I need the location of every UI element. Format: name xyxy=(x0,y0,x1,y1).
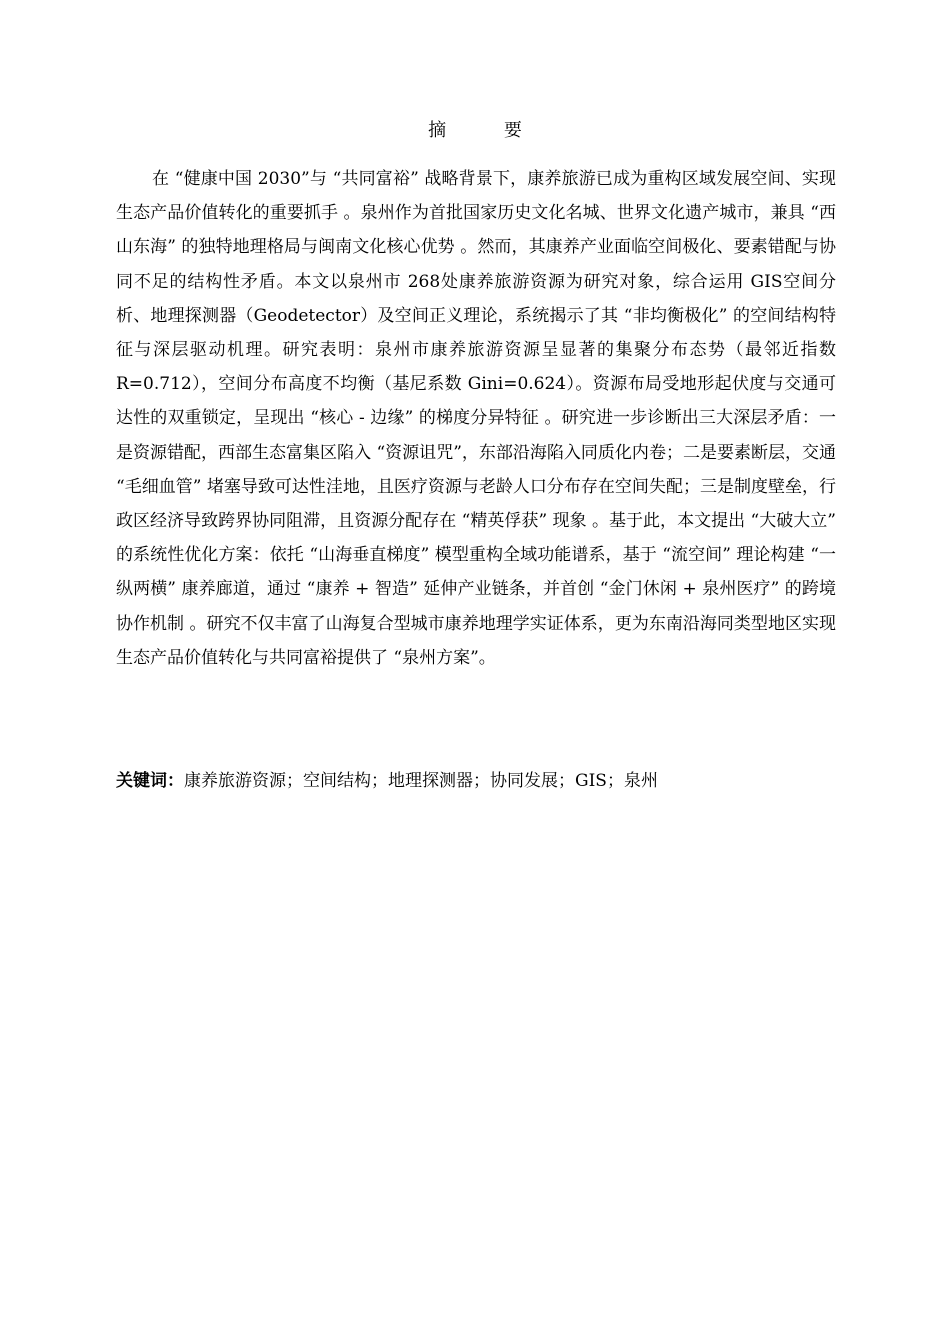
abstract-title: 摘 要 xyxy=(428,120,548,141)
keywords-text: 康养旅游资源；空间结构；地理探测器；协同发展；GIS；泉州 xyxy=(184,771,658,791)
abstract-body: 在 “健康中国 2030”与 “共同富裕” 战略背景下，康养旅游已成为重构区域发展空间、实现生态产品价值转化的重要抓手 。泉州作为首批国家历史文化名城、世界文化遗产城市，兼具 “西山东海” 的独特地理格局与闽南文化核心优势 。然而，其康养产业面临空间极化、要素错配与协同不足的结构性矛盾。本文以泉州市 268处康养旅游资源为研究对象，综合运用 GIS空间分析、地理探测器（Geodetector）及空间正义理论，系统揭示了其 “非均衡极化” 的空间结构特征与深层驱动机理。研究表明：泉州市康养旅游资源呈显著的集聚分布态势（最邻近指数 R=0.712），空间分布高度不均衡（基尼系数 Gini=0.624）。资源布局受地形起伏度与交通可达性的双重锁定，呈现出 “核心 - 边缘” 的梯度分异特征 。研究进一步诊断出三大深层矛盾：一是资源错配，西部生态富集区陷入 “资源诅咒”，东部沿海陷入同质化内卷；二是要素断层，交通 “毛细血管” 堵塞导致可达性洼地，且医疗资源与老龄人口分布存在空间失配；三是制度壁垒，行政区经济导致跨界协同阻滞，且资源分配存在 “精英俘获” 现象 。基于此，本文提出 “大破大立” 的系统性优化方案：依托 “山海垂直梯度” 模型重构全域功能谱系，基于 “流空间” 理论构建 “一纵两横” 康养廊道，通过 “康养 + 智造” 延伸产业链条，并首创 “金门休闲 + 泉州医疗” 的跨境协作机制 。研究不仅丰富了山海复合型城市康养地理学实证体系，更为东南沿海同类型地区实现生态产品价值转化与共同富裕提供了 “泉州方案”。 xyxy=(116,169,836,668)
keywords-line xyxy=(116,764,836,798)
keywords-label: 关键词： xyxy=(116,771,184,791)
